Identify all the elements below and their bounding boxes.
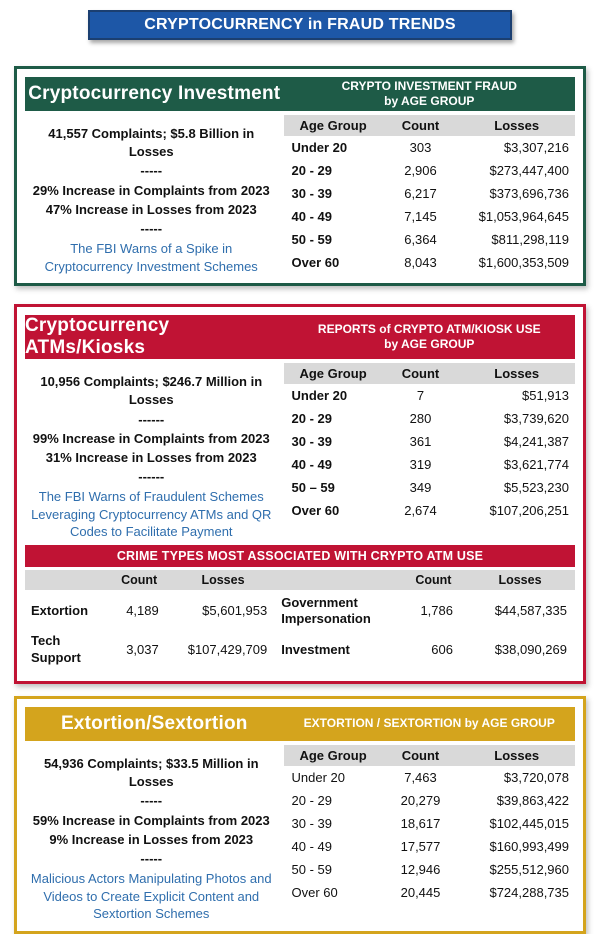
dash-separator: -----: [140, 163, 163, 179]
table-cell: 6,217: [404, 186, 437, 201]
stat-line: 10,956 Complaints; $246.7 Million in Losses: [40, 374, 263, 408]
table-title-line2: by AGE GROUP: [384, 337, 475, 352]
dash-separator: -----: [140, 793, 163, 809]
stat-line: 59% Increase in Complaints from 2023: [32, 812, 270, 828]
table-cell: 361: [409, 434, 432, 450]
table-cell: 7,145: [404, 209, 437, 224]
table-title: [284, 315, 576, 359]
table-cell: 40 - 49: [291, 457, 332, 473]
crime-col-count: Count: [402, 570, 465, 590]
stat-line: 9% Increase in Losses from 2023: [49, 831, 254, 847]
stat-line: 99% Increase in Complaints from 2023: [32, 430, 270, 446]
table-cell: 3,037: [126, 641, 159, 657]
col-count: Count: [383, 745, 459, 766]
table-row: [284, 476, 576, 499]
table-cell: Tech Support: [31, 633, 81, 665]
table-header-row: [284, 115, 576, 136]
table-cell: 4,189: [126, 603, 159, 619]
crime-col-count: Count: [108, 570, 171, 590]
crime-types-table: [25, 592, 575, 673]
table-row: [284, 789, 576, 812]
table-cell: $3,307,216: [503, 140, 569, 155]
dash-separator: -----: [140, 850, 163, 866]
table-cell: Under 20: [291, 388, 348, 404]
table-row: [284, 766, 576, 789]
table-row: [284, 812, 576, 835]
table-cell: 20,445: [400, 884, 441, 900]
table-cell: Over 60: [291, 503, 340, 519]
table-cell: $107,429,709: [187, 641, 268, 657]
age-group-table: [284, 745, 576, 904]
table-row: [284, 499, 576, 522]
table-row: [284, 159, 576, 182]
table-cell: $811,298,119: [491, 232, 569, 247]
table-cell: Over 60: [291, 884, 338, 900]
table-cell: $273,447,400: [489, 163, 569, 178]
table-cell: $107,206,251: [489, 503, 569, 519]
table-row: [284, 205, 576, 228]
table-cell: $5,523,230: [503, 480, 569, 496]
table-cell: $724,288,735: [489, 884, 569, 900]
table-header-row: [284, 363, 576, 384]
table-cell: Extortion: [31, 603, 89, 619]
table-cell: Over 60: [291, 255, 340, 270]
section-extortion-sextortion: [14, 696, 586, 934]
page-title: CRYPTOCURRENCY in FRAUD TRENDS: [144, 16, 456, 33]
section-title: Cryptocurrency ATMs/Kiosks: [25, 315, 170, 359]
table-cell: $4,241,387: [503, 434, 569, 450]
table-cell: 606: [431, 641, 453, 657]
col-losses: Losses: [458, 115, 575, 136]
table-cell: 6,364: [404, 232, 437, 247]
section-stats: [25, 745, 284, 923]
table-cell: $160,993,499: [489, 838, 569, 854]
table-cell: 303: [409, 140, 432, 155]
section-title: Cryptocurrency Investment: [28, 83, 281, 104]
table-title-line2: by AGE GROUP: [384, 94, 475, 108]
table-cell: $1,600,353,509: [478, 255, 569, 270]
table-cell: $39,863,422: [496, 792, 569, 808]
table-cell: 1,786: [420, 603, 453, 619]
age-table-body: [284, 136, 576, 274]
section-content: [25, 115, 575, 275]
table-cell: 8,043: [404, 255, 437, 270]
table-cell: $3,739,620: [503, 411, 569, 427]
table-cell: 2,906: [404, 163, 437, 178]
table-cell: Under 20: [291, 769, 345, 785]
age-table-wrap: [284, 363, 576, 541]
section-title: Extortion/Sextortion: [60, 712, 248, 734]
age-table-wrap: [284, 745, 576, 923]
table-cell: 20 - 29: [291, 792, 332, 808]
crime-col-spacer: [275, 570, 402, 590]
col-count: Count: [383, 363, 459, 384]
table-cell: 349: [409, 480, 432, 496]
table-cell: 30 - 39: [291, 815, 332, 831]
crime-col-losses: Losses: [171, 570, 276, 590]
section-crypto-investment: [14, 66, 586, 286]
crime-types-block: [25, 545, 575, 673]
col-age-group: Age Group: [284, 363, 383, 384]
col-losses: Losses: [458, 363, 575, 384]
stats-lines: [29, 125, 274, 238]
age-table-wrap: [284, 115, 576, 275]
table-cell: $1,053,964,645: [478, 209, 569, 224]
dash-separator: ------: [138, 469, 165, 485]
table-row: [284, 407, 576, 430]
table-cell: 50 - 59: [291, 232, 332, 247]
section-content: [25, 745, 575, 923]
table-row: [284, 430, 576, 453]
table-header-row: [284, 745, 576, 766]
table-cell: 17,577: [400, 838, 441, 854]
table-cell: Government Impersonation: [281, 594, 371, 627]
age-group-table: [284, 115, 576, 274]
table-row: [284, 858, 576, 881]
table-cell: 20 - 29: [291, 163, 332, 178]
table-cell: 20,279: [400, 792, 441, 808]
table-cell: 40 - 49: [291, 838, 332, 854]
table-cell: 7,463: [404, 769, 437, 785]
stat-line: 47% Increase in Losses from 2023: [45, 201, 257, 217]
fbi-warning-link[interactable]: Malicious Actors Manipulating Photos and Videos to Create Explicit Content and Sextortion Schemes: [30, 871, 272, 922]
stats-lines: [29, 755, 274, 868]
table-title: [284, 77, 576, 111]
section-stats: [25, 363, 284, 541]
table-cell: $373,696,736: [489, 186, 569, 201]
table-cell: 280: [409, 411, 432, 427]
section-crypto-atms: [14, 304, 586, 684]
table-title: [284, 707, 576, 741]
section-stats: [25, 115, 284, 275]
table-cell: 12,946: [400, 861, 441, 877]
fbi-warning-link[interactable]: The FBI Warns of Fraudulent Schemes Leveraging Cryptocurrency ATMs and QR Codes to Facilitate Payment: [31, 489, 272, 540]
table-cell: $255,512,960: [489, 861, 569, 877]
crime-column-headers: [25, 570, 575, 590]
table-row: [284, 384, 576, 407]
title-banner: [88, 10, 512, 40]
table-cell: 40 - 49: [291, 209, 332, 224]
table-cell: 50 – 59: [291, 480, 335, 496]
age-table-body: [284, 766, 576, 904]
col-age-group: Age Group: [284, 115, 383, 136]
table-cell: Investment: [281, 641, 350, 657]
dash-separator: -----: [140, 220, 163, 236]
table-cell: 18,617: [400, 815, 441, 831]
section-header-bar: [25, 77, 575, 111]
table-cell: $44,587,335: [494, 603, 567, 619]
table-cell: 20 - 29: [291, 411, 332, 427]
stat-line: 29% Increase in Complaints from 2023: [32, 182, 270, 198]
table-cell: $5,601,953: [202, 603, 268, 619]
table-cell: 50 - 59: [291, 861, 332, 877]
table-cell: 30 - 39: [291, 434, 332, 450]
col-count: Count: [383, 115, 459, 136]
table-row: [284, 835, 576, 858]
table-cell: Under 20: [291, 140, 348, 155]
stat-line: 31% Increase in Losses from 2023: [45, 449, 257, 465]
table-cell: 30 - 39: [291, 186, 332, 201]
table-cell: $3,720,078: [503, 769, 569, 785]
col-losses: Losses: [458, 745, 575, 766]
stat-line: 41,557 Complaints; $5.8 Billion in Losses: [48, 126, 255, 160]
crime-col-spacer: [25, 570, 108, 590]
table-cell: 2,674: [404, 503, 437, 519]
col-age-group: Age Group: [284, 745, 383, 766]
stats-lines: [29, 373, 274, 486]
crime-types-header: CRIME TYPES MOST ASSOCIATED WITH CRYPTO ATM USE: [25, 545, 575, 567]
table-cell: $51,913: [522, 388, 569, 404]
table-row: [284, 881, 576, 904]
dash-separator: ------: [138, 411, 165, 427]
crime-col-losses: Losses: [465, 570, 575, 590]
age-group-table: [284, 363, 576, 522]
section-content: [25, 363, 575, 541]
table-title-line1: REPORTS of CRYPTO ATM/KIOSK USE: [317, 322, 541, 337]
table-cell: $102,445,015: [489, 815, 569, 831]
table-row: [284, 251, 576, 274]
stat-line: 54,936 Complaints; $33.5 Million in Losses: [43, 755, 259, 790]
section-header-bar: [25, 707, 575, 741]
table-cell: $38,090,269: [494, 641, 567, 657]
table-row: [284, 182, 576, 205]
table-title-line1: EXTORTION / SEXTORTION by AGE GROUP: [303, 716, 555, 731]
table-row: [284, 136, 576, 159]
table-cell: $3,621,774: [503, 457, 569, 473]
table-title-line1: CRYPTO INVESTMENT FRAUD: [341, 79, 517, 93]
fbi-warning-link[interactable]: The FBI Warns of a Spike in Cryptocurrency Investment Schemes: [44, 241, 258, 274]
age-table-body: [284, 384, 576, 522]
table-row: [284, 228, 576, 251]
section-header-bar: [25, 315, 575, 359]
table-row: [284, 453, 576, 476]
table-cell: 319: [409, 457, 432, 473]
table-cell: 7: [416, 388, 425, 404]
